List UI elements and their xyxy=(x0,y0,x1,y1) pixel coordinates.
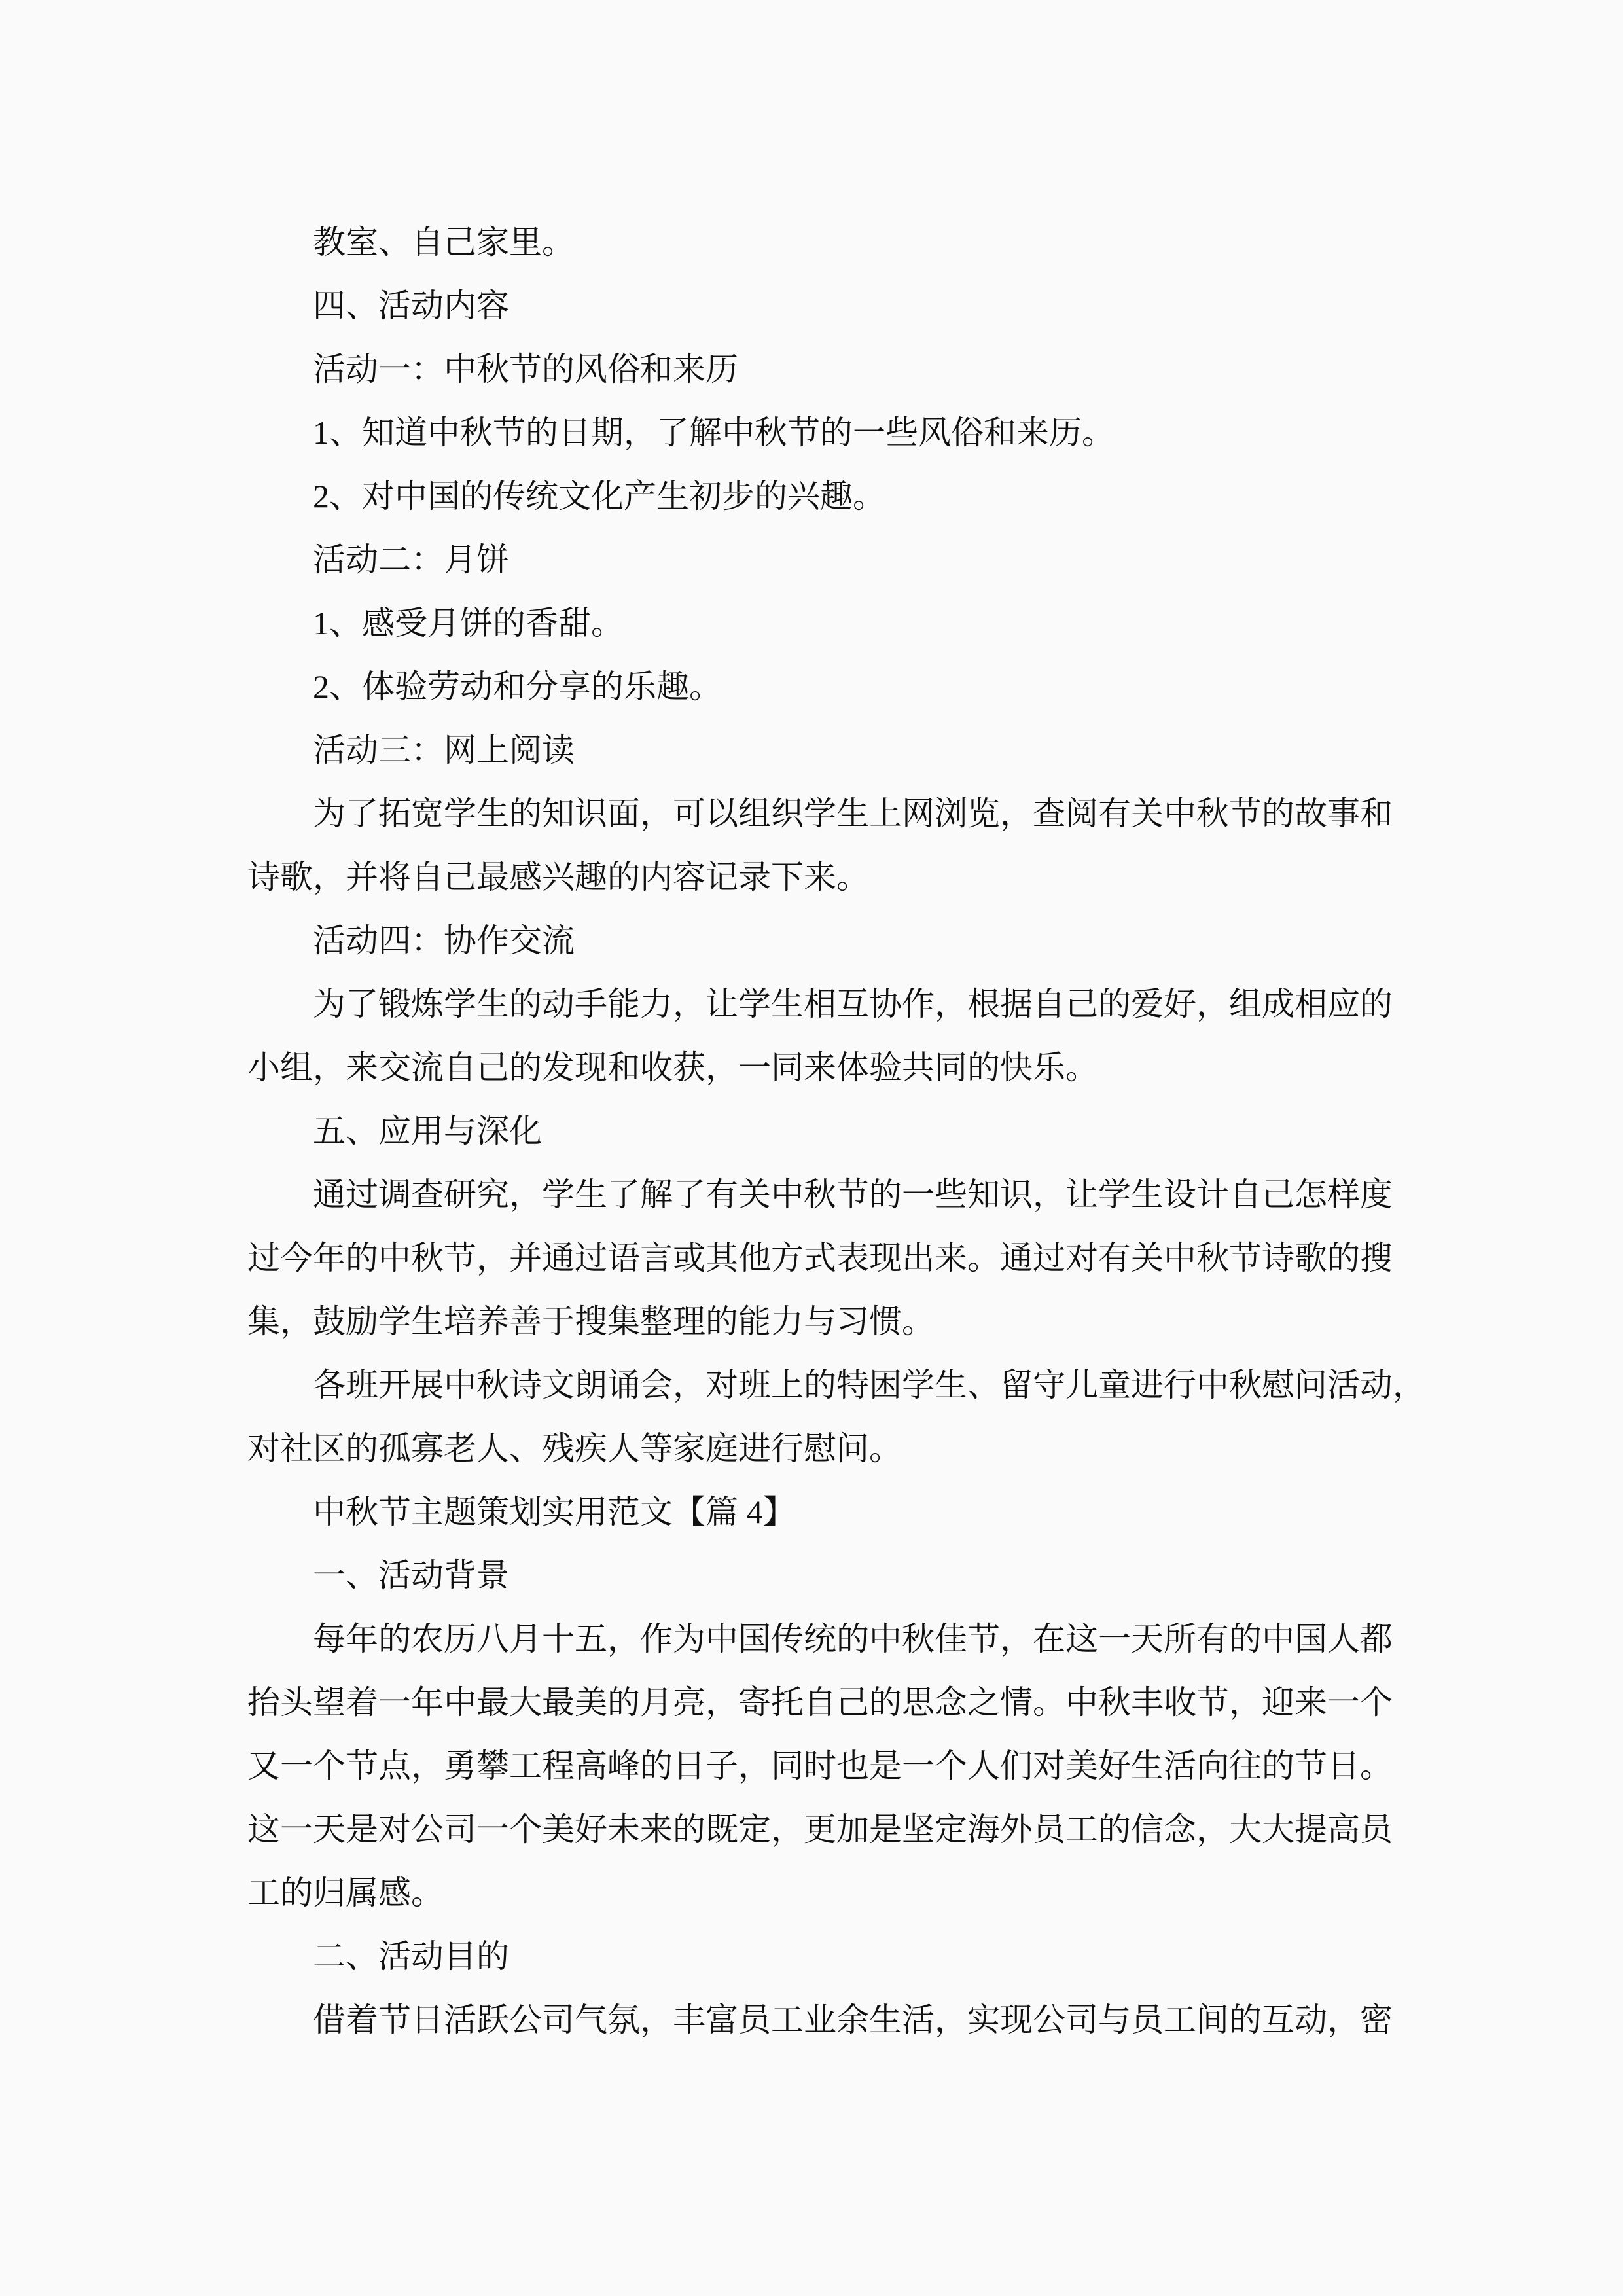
text-line: 集，鼓励学生培养善于搜集整理的能力与习惯。 xyxy=(247,1303,935,1340)
text-line: 每年的农历八月十五，作为中国传统的中秋佳节，在这一天所有的中国人都 xyxy=(313,1621,1393,1657)
section-heading: 二、活动目的 xyxy=(313,1938,509,1975)
text-block xyxy=(247,211,1425,2052)
section-heading: 一、活动背景 xyxy=(313,1557,509,1594)
activity-heading: 活动三：网上阅读 xyxy=(313,732,575,768)
activity-heading: 活动四：协作交流 xyxy=(313,922,575,959)
document-title: 中秋节主题策划实用范文【篇 4】 xyxy=(313,1494,796,1530)
text-line: 为了锻炼学生的动手能力，让学生相互协作，根据自己的爱好，组成相应的 xyxy=(313,986,1393,1022)
text-line: 过今年的中秋节，并通过语言或其他方式表现出来。通过对有关中秋节诗歌的搜 xyxy=(247,1240,1393,1276)
text-line: 通过调查研究，学生了解了有关中秋节的一些知识，让学生设计自己怎样度 xyxy=(313,1176,1393,1213)
section-heading: 四、活动内容 xyxy=(313,287,509,324)
list-item: 2、对中国的传统文化产生初步的兴趣。 xyxy=(313,478,885,514)
text-line: 对社区的孤寡老人、残疾人等家庭进行慰问。 xyxy=(247,1430,902,1467)
list-item: 2、体验劳动和分享的乐趣。 xyxy=(313,668,722,705)
section-heading: 五、应用与深化 xyxy=(313,1113,542,1149)
activity-heading: 活动一：中秋节的风俗和来历 xyxy=(313,351,738,387)
text-line: 这一天是对公司一个美好未来的既定，更加是坚定海外员工的信念，大大提高员 xyxy=(247,1811,1393,1848)
text-line: 又一个节点，勇攀工程高峰的日子，同时也是一个人们对美好生活向往的节日。 xyxy=(247,1748,1393,1784)
text-line: 小组，来交流自己的发现和收获，一同来体验共同的快乐。 xyxy=(247,1049,1098,1086)
list-item: 1、感受月饼的香甜。 xyxy=(313,605,624,641)
text-line: 各班开展中秋诗文朗诵会，对班上的特困学生、留守儿童进行中秋慰问活动， xyxy=(313,1367,1425,1403)
list-item: 1、知道中秋节的日期，了解中秋节的一些风俗和来历。 xyxy=(313,414,1115,451)
activity-heading: 活动二：月饼 xyxy=(313,541,509,578)
text-line: 为了拓宽学生的知识面，可以组织学生上网浏览，查阅有关中秋节的故事和 xyxy=(313,795,1393,832)
text-line: 诗歌，并将自己最感兴趣的内容记录下来。 xyxy=(247,859,869,895)
text-line: 工的归属感。 xyxy=(247,1874,444,1911)
text-line: 抬头望着一年中最大最美的月亮，寄托自己的思念之情。中秋丰收节，迎来一个 xyxy=(247,1684,1393,1721)
text-line: 借着节日活跃公司气氛，丰富员工业余生活，实现公司与员工间的互动，密 xyxy=(313,2001,1393,2038)
text-line: 教室、自己家里。 xyxy=(313,224,575,260)
